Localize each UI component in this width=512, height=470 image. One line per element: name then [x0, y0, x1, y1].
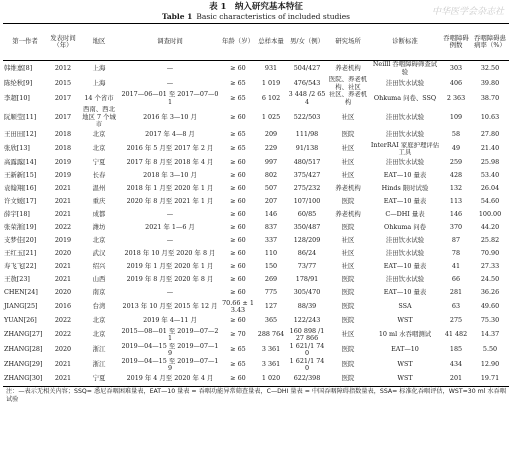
cell-dysphagia-cases: 66: [451, 275, 461, 284]
cell-age: ≥ 60: [230, 158, 246, 167]
cell-sample-size: 1 020: [255, 373, 287, 387]
cell-prevalence: 19.71: [471, 373, 509, 387]
cell-male-female: 350/487: [293, 223, 321, 232]
watermark-logo: 中华医学会杂志社: [431, 7, 504, 17]
column-header: 第一作者: [3, 24, 47, 61]
cell-author: 王敖[23]: [4, 275, 30, 284]
cell-survey-period: 2017 年 4—8 月: [145, 130, 195, 139]
cell-prevalence: 44.20: [480, 223, 500, 232]
column-header: 地区: [79, 24, 119, 61]
cell-dysphagia-cases: 259: [449, 158, 463, 167]
cell-sample-size: 207: [264, 197, 278, 206]
table-body: [3, 61, 509, 387]
table-row: [3, 129, 509, 142]
cell-male-female: 622/398: [287, 373, 327, 387]
table-row: [3, 261, 509, 274]
cell-setting: 医院: [327, 373, 369, 387]
cell-age: ≥ 65: [230, 360, 246, 369]
cell-dysphagia-cases: 2 363: [446, 93, 466, 102]
cell-year: 2022: [54, 330, 72, 339]
cell-prevalence: 49.60: [480, 302, 500, 311]
cell-diagnostic-criteria: 洼田饮水试验: [385, 78, 425, 87]
cell-setting: 社区: [341, 158, 355, 167]
cell-dysphagia-cases: 132: [449, 184, 463, 193]
table-row: [3, 358, 509, 373]
cell-year: 2020: [54, 345, 72, 354]
cell-survey-period: 2013 年 10 月至 2015 年 12 月: [122, 302, 218, 311]
cell-diagnostic-criteria: C—DHI 量表: [385, 210, 425, 219]
cell-dysphagia-cases: 185: [449, 345, 463, 354]
table-row: [3, 196, 509, 209]
cell-setting: 医院: [341, 130, 355, 139]
cell-prevalence: 5.50: [482, 345, 498, 354]
cell-prevalence: 21.40: [480, 144, 500, 153]
cell-male-female: 3 448 /2 654: [288, 91, 326, 106]
table-row: [3, 106, 509, 129]
cell-survey-period: 2015—08—01 至 2019—07—21: [121, 327, 219, 342]
cell-region: 成都: [92, 210, 106, 219]
cell-sample-size: 997: [264, 158, 278, 167]
cell-age: ≥ 60: [230, 63, 246, 72]
cell-survey-period: 2018 年 10 月至 2020 年 8 月: [124, 249, 216, 258]
cell-diagnostic-criteria: Neilll 吞咽障碍筛查试验: [372, 60, 438, 76]
cell-diagnostic-criteria: 洼田饮水试验: [385, 158, 425, 167]
cell-author: ZHANG[29]: [4, 360, 43, 369]
cell-diagnostic-criteria: WST: [397, 360, 413, 369]
cell-survey-period: 2018 年 1 月至 2020 年 1 月: [126, 184, 214, 193]
cell-age: ≥ 60: [230, 249, 246, 258]
table-row: [3, 61, 509, 77]
table-row: [3, 209, 509, 222]
cell-year: 2012: [54, 63, 72, 72]
cell-setting: 养老机构: [335, 210, 361, 219]
cell-author: 张荣浙[19]: [4, 223, 37, 232]
cell-survey-period: 2016 年 5 月至 2017 年 2 月: [126, 144, 214, 153]
cell-setting: 医院: [341, 288, 355, 297]
cell-region: 台湾: [92, 302, 106, 311]
cell-year: 2015: [54, 78, 72, 87]
cell-setting: 社区: [341, 262, 355, 271]
cell-sample-size: 931: [264, 63, 278, 72]
cell-region: 宁夏: [92, 158, 106, 167]
cell-male-female: 122/243: [293, 316, 321, 325]
cell-prevalence: 38.70: [480, 93, 500, 102]
cell-region: 重庆: [92, 197, 106, 206]
cell-dysphagia-cases: 146: [449, 210, 463, 219]
cell-author: YUAN[26]: [4, 316, 37, 325]
cell-prevalence: 25.98: [480, 158, 500, 167]
cell-diagnostic-criteria: Hinds 限时试验: [381, 184, 429, 193]
cell-setting: 医院: [341, 223, 355, 232]
cell-survey-period: —: [166, 78, 174, 87]
cell-dysphagia-cases: 113: [449, 197, 463, 206]
cell-region: 西南、西北地区 7 个城市: [82, 106, 116, 128]
table-header: [3, 24, 509, 61]
cell-region: 北京: [92, 236, 106, 245]
cell-male-female: 160 898 /127 866: [289, 327, 325, 342]
cell-year: 2017: [54, 112, 72, 121]
cell-prevalence: 10.63: [480, 112, 500, 121]
cell-region: 上海: [92, 78, 106, 87]
column-header: 总样本量: [255, 24, 287, 61]
cell-region: 北京: [92, 144, 106, 153]
cell-age: 70.66 ± 13.43: [222, 299, 254, 314]
cell-prevalence: 100.00: [478, 210, 502, 219]
table-row: [3, 343, 509, 358]
cell-diagnostic-criteria: Ohkuma 问卷、SSQ: [373, 93, 437, 102]
cell-male-female: 88/39: [297, 302, 317, 311]
cell-diagnostic-criteria: EAT—10 量表: [383, 262, 427, 271]
cell-dysphagia-cases: 49: [451, 144, 461, 153]
cell-setting: 养老机构: [335, 184, 361, 193]
cell-prevalence: 25.82: [480, 236, 500, 245]
cell-dysphagia-cases: 428: [449, 171, 463, 180]
cell-year: 2022: [54, 316, 72, 325]
table-row: [3, 373, 509, 387]
table-row: [3, 157, 509, 170]
cell-region: 武汉: [92, 249, 106, 258]
cell-sample-size: 127: [264, 302, 278, 311]
cell-setting: 社区: [341, 249, 355, 258]
cell-prevalence: 26.04: [480, 184, 500, 193]
cell-region: 潍坊: [92, 223, 106, 232]
cell-sample-size: 337: [264, 236, 278, 245]
cell-male-female: 91/138: [295, 144, 319, 153]
cell-sample-size: 269: [264, 275, 278, 284]
cell-author: 阮顺莹[11]: [4, 112, 37, 121]
cell-prevalence: 75.30: [480, 316, 500, 325]
table-row: [3, 76, 509, 91]
column-header: 调查时间: [119, 24, 221, 61]
table-caption-label: Table 1: [161, 12, 193, 21]
cell-author: 寿飞飞[22]: [4, 262, 37, 271]
cell-sample-size: 150: [264, 262, 278, 271]
cell-age: ≥ 70: [230, 330, 246, 339]
cell-dysphagia-cases: 109: [449, 112, 463, 121]
header-row: [3, 24, 509, 61]
cell-age: ≥ 60: [230, 288, 246, 297]
cell-year: 2021: [54, 275, 72, 284]
cell-author: 张欣[13]: [4, 144, 30, 153]
cell-author: CHEN[24]: [4, 288, 38, 297]
cell-region: 绍兴: [92, 262, 106, 271]
cell-year: 2019: [54, 171, 72, 180]
cell-diagnostic-criteria: 10 ml 水吞咽测试: [378, 330, 432, 339]
cell-author: 王红玉[21]: [4, 249, 37, 258]
cell-author: 陈纶秋[9]: [4, 78, 33, 87]
cell-author: 薛宇[18]: [4, 210, 30, 219]
column-header: 吞咽障碍例数: [441, 24, 471, 61]
cell-setting: 社区: [341, 171, 355, 180]
cell-year: 2018: [54, 144, 72, 153]
cell-dysphagia-cases: 58: [451, 130, 461, 139]
cell-diagnostic-criteria: 洼田饮水试验: [385, 130, 425, 139]
cell-sample-size: 507: [264, 184, 278, 193]
cell-year: 2021: [54, 262, 72, 271]
cell-sample-size: 288 764: [257, 330, 285, 339]
cell-author: 李超[10]: [4, 93, 30, 102]
cell-diagnostic-criteria: EAT—10 量表: [383, 288, 427, 297]
cell-dysphagia-cases: 87: [451, 236, 461, 245]
characteristics-table: [3, 23, 509, 387]
cell-dysphagia-cases: 434: [449, 360, 463, 369]
cell-age: ≥ 65: [230, 130, 246, 139]
cell-sample-size: 365: [264, 316, 278, 325]
cell-diagnostic-criteria: 洼田饮水试验: [385, 236, 425, 245]
table-caption-text: Basic characteristics of included studies: [196, 12, 351, 21]
cell-survey-period: 2019 年 4 月至 2020 年 4 月: [119, 373, 221, 387]
cell-region: 北京: [92, 316, 106, 325]
cell-region: 14 个省市: [84, 93, 114, 102]
table-row: [3, 91, 509, 106]
cell-diagnostic-criteria: SSA: [398, 302, 412, 311]
cell-year: 2019: [54, 236, 72, 245]
cell-year: 2021: [54, 210, 72, 219]
cell-setting: 医院: [341, 360, 355, 369]
cell-sample-size: 1 025: [261, 112, 281, 121]
cell-dysphagia-cases: 370: [449, 223, 463, 232]
cell-prevalence: 27.80: [480, 130, 500, 139]
cell-age: ≥ 60: [230, 236, 246, 245]
cell-male-female: 178/91: [295, 275, 319, 284]
cell-author: 王田田[12]: [4, 130, 37, 139]
cell-setting: 医院、养老机构、社区: [328, 76, 368, 91]
cell-male-female: 305/470: [293, 288, 321, 297]
cell-prevalence: 27.33: [480, 262, 500, 271]
table-row: [3, 235, 509, 248]
cell-male-female: 476/543: [293, 78, 321, 87]
cell-diagnostic-criteria: InterRAI 家庭护理评估工具: [370, 141, 440, 156]
cell-diagnostic-criteria: EAT—10: [391, 345, 419, 354]
table-row: [3, 222, 509, 235]
column-header: 年龄（岁）: [221, 24, 255, 61]
cell-author: 支梦佳[20]: [4, 236, 37, 245]
cell-region: 宁夏: [79, 373, 119, 387]
cell-diagnostic-criteria: EAT—10 量表: [383, 197, 427, 206]
cell-dysphagia-cases: 201: [441, 373, 471, 387]
cell-author: ZHANG[27]: [4, 330, 43, 339]
table-row: [3, 315, 509, 328]
cell-sample-size: 837: [264, 223, 278, 232]
cell-dysphagia-cases: 63: [451, 302, 461, 311]
cell-male-female: 1 621/1 740: [289, 342, 325, 357]
cell-dysphagia-cases: 41: [451, 262, 461, 271]
table-row: [3, 170, 509, 183]
column-header: 诊断标准: [369, 24, 441, 61]
cell-year: 2019: [54, 158, 72, 167]
cell-male-female: 111/98: [295, 130, 319, 139]
cell-age: ≥ 60: [230, 184, 246, 193]
cell-year: 2021: [54, 197, 72, 206]
cell-sample-size: 146: [264, 210, 278, 219]
cell-prevalence: 14.37: [480, 330, 500, 339]
cell-prevalence: 70.90: [480, 249, 500, 258]
cell-year: 2021: [54, 184, 72, 193]
cell-setting: 社区: [341, 144, 355, 153]
cell-region: 浙江: [92, 345, 106, 354]
cell-prevalence: 24.50: [480, 275, 500, 284]
cell-survey-period: 2017—06—01 至 2017—07—01: [121, 91, 219, 106]
table-row: [3, 274, 509, 287]
cell-region: 浙江: [92, 360, 106, 369]
cell-survey-period: —: [166, 63, 174, 72]
cell-age: ≥ 60: [221, 373, 255, 387]
cell-dysphagia-cases: 281: [449, 288, 463, 297]
cell-dysphagia-cases: 41 482: [444, 330, 468, 339]
cell-prevalence: 53.40: [480, 171, 500, 180]
cell-survey-period: 2018 年 3—10 月: [143, 171, 197, 180]
cell-region: 北京: [92, 330, 106, 339]
cell-male-female: 1 621/1 740: [289, 357, 325, 372]
cell-sample-size: 3 361: [261, 360, 281, 369]
cell-survey-period: 2019—04—15 至 2019—07—19: [121, 357, 219, 372]
cell-setting: 医院: [341, 345, 355, 354]
cell-sample-size: 209: [264, 130, 278, 139]
cell-year: 2021: [47, 373, 79, 387]
cell-age: ≥ 60: [230, 262, 246, 271]
cell-prevalence: 36.26: [480, 288, 500, 297]
cell-survey-period: —: [166, 236, 174, 245]
cell-year: 2016: [54, 302, 72, 311]
cell-age: ≥ 60: [230, 275, 246, 284]
table-caption-cn: 表 1 纳入研究基本特征: [209, 2, 303, 12]
cell-diagnostic-criteria: 洼田饮水试验: [385, 112, 425, 121]
table-row: [3, 248, 509, 261]
cell-sample-size: 1 019: [261, 78, 281, 87]
cell-age: ≥ 60: [230, 210, 246, 219]
table-row: [3, 300, 509, 315]
cell-age: ≥ 60: [230, 171, 246, 180]
column-header: 发表时间（年）: [47, 24, 79, 61]
cell-age: ≥ 65: [230, 144, 246, 153]
cell-setting: 社区: [341, 112, 355, 121]
cell-male-female: 60/85: [297, 210, 317, 219]
cell-dysphagia-cases: 78: [451, 249, 461, 258]
column-header: 研究场所: [327, 24, 369, 61]
cell-survey-period: 2016 年 3—10 月: [143, 112, 197, 121]
cell-year: 2020: [54, 288, 72, 297]
cell-dysphagia-cases: 303: [449, 63, 463, 72]
column-header: 吞咽障碍患病率（%）: [471, 24, 509, 61]
cell-year: 2018: [54, 130, 72, 139]
cell-year: 2017: [54, 93, 72, 102]
column-header: 男/女（例）: [287, 24, 327, 61]
cell-setting: 医院: [341, 316, 355, 325]
cell-male-female: 86/24: [297, 249, 317, 258]
cell-male-female: 275/232: [293, 184, 321, 193]
cell-survey-period: 2019 年 4—11 月: [143, 316, 197, 325]
cell-diagnostic-criteria: Ohkuma 问卷: [383, 223, 427, 232]
cell-age: ≥ 60: [230, 112, 246, 121]
table-row: [3, 287, 509, 300]
cell-male-female: 504/427: [293, 63, 321, 72]
cell-age: ≥ 60: [230, 316, 246, 325]
cell-region: 南京: [92, 288, 106, 297]
table-footnote: 注：—表示无相关内容；SSQ= 悉尼吞咽困难量表，EAT—10 量表 = 吞咽功能异常筛查量表，C—DHI 量表 = 中国吞咽障碍指数量表，SSA= 标准化吞咽评估，WST=30 ml 水吞咽试验: [6, 387, 506, 403]
cell-prevalence: 12.90: [480, 360, 500, 369]
cell-sample-size: 802: [264, 171, 278, 180]
cell-dysphagia-cases: 275: [449, 316, 463, 325]
cell-diagnostic-criteria: 洼田饮水试验: [385, 275, 425, 284]
cell-setting: 社区: [341, 236, 355, 245]
cell-age: ≥ 60: [230, 197, 246, 206]
cell-setting: 医院: [341, 197, 355, 206]
cell-region: 温州: [92, 184, 106, 193]
cell-sample-size: 3 361: [261, 345, 281, 354]
cell-year: 2020: [54, 249, 72, 258]
cell-sample-size: 775: [264, 288, 278, 297]
cell-age: ≥ 65: [230, 93, 246, 102]
table-row: [3, 328, 509, 343]
cell-year: 2021: [54, 360, 72, 369]
cell-author: ZHANG[30]: [3, 373, 47, 387]
cell-region: 上海: [92, 63, 106, 72]
cell-author: 许文媛[17]: [4, 197, 37, 206]
cell-survey-period: 2020 年 8 月至 2021 年 1 月: [126, 197, 214, 206]
cell-setting: 医院: [341, 302, 355, 311]
cell-diagnostic-criteria: WST: [397, 316, 413, 325]
table-row: [3, 183, 509, 196]
cell-male-female: 480/517: [293, 158, 321, 167]
cell-age: ≥ 65: [230, 345, 246, 354]
cell-prevalence: 39.80: [480, 78, 500, 87]
cell-male-female: 107/100: [293, 197, 321, 206]
cell-author: 韩维嘉[8]: [4, 63, 33, 72]
cell-sample-size: 110: [264, 249, 278, 258]
cell-male-female: 73/77: [297, 262, 317, 271]
table-row: [3, 142, 509, 157]
cell-survey-period: 2021 年 1—6 月: [145, 223, 195, 232]
cell-author: JIANG[25]: [4, 302, 38, 311]
cell-setting: 养老机构: [335, 63, 361, 72]
cell-survey-period: 2017 年 8 月至 2018 年 4 月: [126, 158, 214, 167]
cell-prevalence: 54.60: [480, 197, 500, 206]
cell-male-female: 522/503: [293, 112, 321, 121]
cell-dysphagia-cases: 406: [449, 78, 463, 87]
cell-age: ≥ 60: [230, 223, 246, 232]
cell-age: ≥ 65: [230, 78, 246, 87]
cell-region: 长春: [92, 171, 106, 180]
page: [0, 2, 512, 470]
cell-survey-period: 2019 年 1 月至 2020 年 1 月: [126, 262, 214, 271]
cell-setting: 社区: [341, 330, 355, 339]
cell-setting: 医院: [341, 275, 355, 284]
cell-male-female: 375/427: [293, 171, 321, 180]
cell-diagnostic-criteria: EAT—10 量表: [383, 171, 427, 180]
cell-setting: 社区、养老机构: [328, 91, 368, 106]
cell-region: 北京: [92, 130, 106, 139]
cell-author: 高露露[14]: [4, 158, 37, 167]
cell-male-female: 128/209: [293, 236, 321, 245]
cell-survey-period: 2019 年 8 月至 2020 年 8 月: [126, 275, 214, 284]
cell-survey-period: —: [166, 210, 174, 219]
cell-diagnostic-criteria: 洼田饮水试验: [385, 249, 425, 258]
cell-sample-size: 229: [264, 144, 278, 153]
cell-sample-size: 6 102: [261, 93, 281, 102]
cell-author: 王新新[15]: [4, 171, 37, 180]
cell-region: 山西: [92, 275, 106, 284]
cell-diagnostic-criteria: WST: [369, 373, 441, 387]
cell-survey-period: 2019—04—15 至 2019—07—19: [121, 342, 219, 357]
cell-author: ZHANG[28]: [4, 345, 43, 354]
cell-prevalence: 32.50: [480, 63, 500, 72]
cell-year: 2022: [54, 223, 72, 232]
cell-author: 袁翰翔[16]: [4, 184, 37, 193]
cell-survey-period: —: [166, 288, 174, 297]
